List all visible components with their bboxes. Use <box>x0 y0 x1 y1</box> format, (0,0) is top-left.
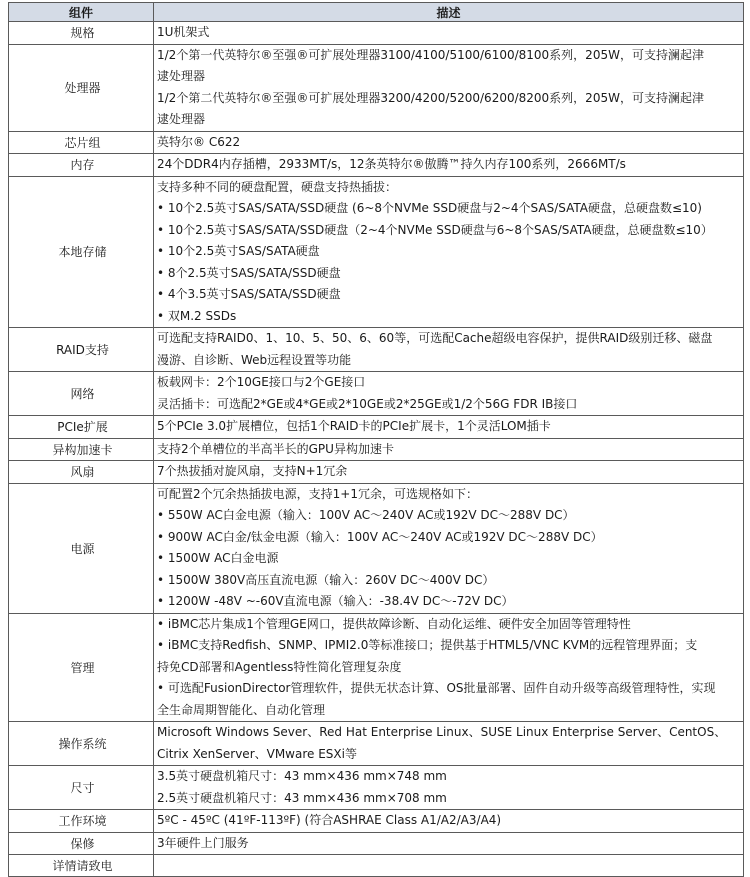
description-line: 1/2个第二代英特尔®至强®可扩展处理器3200/4200/5200/6200/8200系列，205W，可支持澜起津 <box>157 90 704 105</box>
spec-table <box>8 2 744 877</box>
description-cell <box>154 328 744 372</box>
description-cell <box>154 176 744 328</box>
description-line: Microsoft Windows Sever、Red Hat Enterprise Linux、SUSE Linux Enterprise Server、CentOS、 <box>157 725 727 739</box>
description-line: • 10个2.5英寸SAS/SATA/SSD硬盘（2~4个NVMe SSD硬盘与6~8个SAS/SATA硬盘，总硬盘数≤10） <box>157 222 713 237</box>
table-body <box>9 22 744 877</box>
description-line: 灵活插卡：可选配2*GE或4*GE或2*10GE或2*25GE或1/2个56G FDR IB接口 <box>157 396 578 411</box>
table-row <box>9 483 744 613</box>
table-row <box>9 766 744 810</box>
component-name-cell: 本地存储 <box>9 176 154 328</box>
description-cell <box>154 131 744 154</box>
description-line: • 1500W 380V高压直流电源（输入：260V DC～400V DC） <box>157 572 495 587</box>
description-line: • 4个3.5英寸SAS/SATA/SSD硬盘 <box>157 287 341 301</box>
component-name-cell: 尺寸 <box>9 766 154 810</box>
description-cell <box>154 154 744 177</box>
description-cell <box>154 44 744 131</box>
description-cell <box>154 372 744 416</box>
description-cell <box>154 461 744 484</box>
table-header-row <box>9 3 744 22</box>
table-row <box>9 810 744 833</box>
description-cell <box>154 810 744 833</box>
component-name-cell: 管理 <box>9 613 154 722</box>
description-line: • iBMC支持Redfish、SNMP、IPMI2.0等标准接口；提供基于HTML5/VNC KVM的远程管理界面；支 <box>157 638 698 652</box>
description-line: 24个DDR4内存插槽，2933MT/s，12条英特尔®傲腾™持久内存100系列，2666MT/s <box>157 157 626 171</box>
component-name-cell: 工作环境 <box>9 810 154 833</box>
description-line: 英特尔® C622 <box>157 134 241 149</box>
table-row <box>9 131 744 154</box>
description-line: 3年硬件上门服务 <box>157 835 249 850</box>
description-cell <box>154 22 744 45</box>
component-name-cell: 电源 <box>9 483 154 613</box>
table-row <box>9 438 744 461</box>
table-row <box>9 832 744 855</box>
description-cell <box>154 832 744 855</box>
description-cell <box>154 766 744 810</box>
component-name-cell: 详情请致电 <box>9 855 154 877</box>
description-line: • 10个2.5英寸SAS/SATA/SSD硬盘 (6~8个NVMe SSD硬盘与2~4个SAS/SATA硬盘，总硬盘数≤10) <box>157 201 702 215</box>
description-line: 支持2个单槽位的半高半长的GPU异构加速卡 <box>157 441 394 456</box>
table-row <box>9 328 744 372</box>
table-row <box>9 855 744 877</box>
description-line: 1U机架式 <box>157 25 210 39</box>
table-row <box>9 372 744 416</box>
description-line: • 8个2.5英寸SAS/SATA/SSD硬盘 <box>157 265 341 280</box>
component-name-cell: 处理器 <box>9 44 154 131</box>
description-line: 全生命周期智能化、自动化管理 <box>157 702 326 717</box>
component-name-cell: 内存 <box>9 154 154 177</box>
description-line: 2.5英寸硬盘机箱尺寸：43 mm×436 mm×708 mm <box>157 790 447 805</box>
description-line: 5ºC - 45ºC (41ºF-113ºF) (符合ASHRAE Class A1/A2/A3/A4) <box>157 813 502 827</box>
table-row <box>9 22 744 45</box>
component-name-cell: RAID支持 <box>9 328 154 372</box>
spec-table-container <box>8 2 744 877</box>
description-cell <box>154 722 744 766</box>
component-name-cell: PCIe扩展 <box>9 416 154 439</box>
description-line: • 550W AC白金电源（输入：100V AC～240V AC或192V DC～288V DC） <box>157 508 575 522</box>
component-name-cell: 操作系统 <box>9 722 154 766</box>
description-line: • 1500W AC白金电源 <box>157 551 279 565</box>
description-line: 可配置2个冗余热插拔电源，支持1+1冗余，可选规格如下： <box>157 486 478 501</box>
description-line: 逮处理器 <box>157 112 206 126</box>
table-row <box>9 44 744 131</box>
table-row <box>9 176 744 328</box>
description-line: 逮处理器 <box>157 69 206 83</box>
description-line: 可选配支持RAID0、1、10、5、50、6、60等，可选配Cache超级电容保护，提供RAID级别迁移、磁盘 <box>157 331 713 345</box>
description-cell <box>154 416 744 439</box>
component-name-cell: 保修 <box>9 832 154 855</box>
component-name-cell: 风扇 <box>9 461 154 484</box>
description-line: • 1200W -48V ~-60V直流电源（输入：-38.4V DC～-72V DC） <box>157 594 514 608</box>
description-cell <box>154 855 744 877</box>
description-line: • iBMC芯片集成1个管理GE网口，提供故障诊断、自动化运维、硬件安全加固等管理特性 <box>157 616 631 631</box>
component-name-cell: 规格 <box>9 22 154 45</box>
component-name-cell: 芯片组 <box>9 131 154 154</box>
description-line: • 900W AC白金/钛金电源（输入：100V AC～240V AC或192V DC～288V DC） <box>157 529 603 544</box>
description-line: • 双M.2 SSDs <box>157 308 237 323</box>
description-line: 支持多种不同的硬盘配置，硬盘支持热插拔： <box>157 179 398 194</box>
description-line: 漫游、自诊断、Web远程设置等功能 <box>157 352 352 367</box>
component-name-cell: 异构加速卡 <box>9 438 154 461</box>
table-row <box>9 613 744 722</box>
column-header-component: 组件 <box>9 3 154 22</box>
table-row <box>9 416 744 439</box>
description-line: • 可选配FusionDirector管理软件，提供无状态计算、OS批量部署、固件自动升级等高级管理特性，实现 <box>157 681 716 695</box>
description-cell <box>154 483 744 613</box>
description-line: • 10个2.5英寸SAS/SATA硬盘 <box>157 244 320 258</box>
description-line: 1/2个第一代英特尔®至强®可扩展处理器3100/4100/5100/6100/8100系列，205W，可支持澜起津 <box>157 47 704 62</box>
description-line: 板载网卡：2个10GE接口与2个GE接口 <box>157 375 366 389</box>
description-cell <box>154 613 744 722</box>
table-row <box>9 461 744 484</box>
description-line: 持免CD部署和Agentless特性简化管理复杂度 <box>157 659 402 674</box>
description-cell <box>154 438 744 461</box>
description-line: Citrix XenServer、VMware ESXi等 <box>157 746 357 761</box>
table-row <box>9 722 744 766</box>
description-line: 3.5英寸硬盘机箱尺寸：43 mm×436 mm×748 mm <box>157 769 447 783</box>
component-name-cell: 网络 <box>9 372 154 416</box>
table-row <box>9 154 744 177</box>
description-line: 5个PCIe 3.0扩展槽位，包括1个RAID卡的PCIe扩展卡，1个灵活LOM插卡 <box>157 419 551 433</box>
description-line: 7个热拔插对旋风扇，支持N+1冗余 <box>157 464 348 478</box>
column-header-description: 描述 <box>154 3 744 22</box>
